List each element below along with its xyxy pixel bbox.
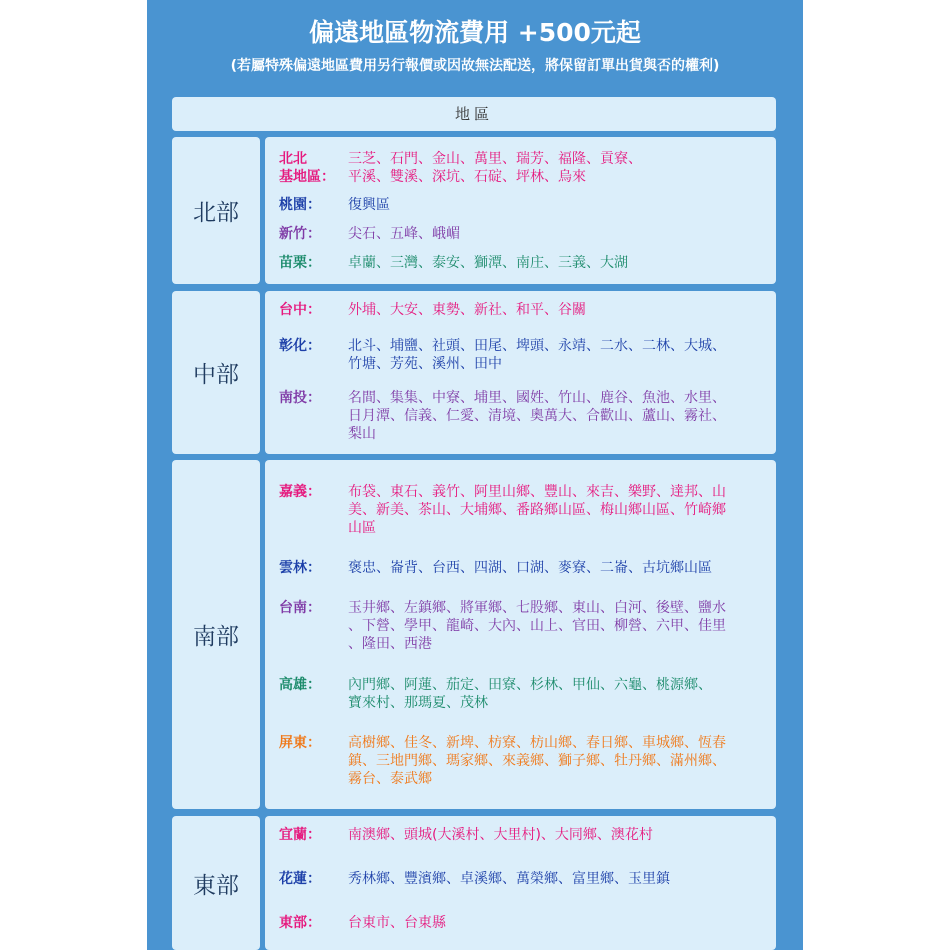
area-towns: 內門鄉、阿蓮、茄定、田寮、杉林、甲仙、六龜、桃源鄉、 寶來村、那瑪夏、茂林 xyxy=(348,677,712,711)
area-towns: 三芝、石門、金山、萬里、瑞芳、福隆、貢寮、 平溪、雙溪、深坑、石碇、坪林、烏來 xyxy=(348,151,642,185)
area-towns: 名間、集集、中寮、埔里、國姓、竹山、鹿谷、魚池、水里、 日月潭、信義、仁愛、清境、奧萬大、合歡山、蘆山、霧社、 梨山 xyxy=(348,390,726,442)
area-towns: 褒忠、崙背、台西、四湖、口湖、麥寮、二崙、古坑鄉山區 xyxy=(348,560,712,576)
area-label: 彰化： xyxy=(279,338,321,354)
column-header-region: 地區 xyxy=(172,97,776,131)
region-label-north: 北部 xyxy=(172,137,260,284)
region-label-south: 南部 xyxy=(172,460,260,809)
region-label-central: 中部 xyxy=(172,291,260,454)
area-label: 新竹： xyxy=(279,226,321,242)
remote-area-shipping-poster xyxy=(147,0,803,950)
area-label: 東部： xyxy=(279,915,321,931)
region-panel-east xyxy=(265,816,776,950)
area-towns: 南澳鄉、頭城(大溪村、大里村)、大同鄉、澳花村 xyxy=(348,827,653,843)
region-panel-north xyxy=(265,137,776,284)
area-label: 台南： xyxy=(279,600,321,616)
area-label: 宜蘭： xyxy=(279,827,321,843)
area-towns: 外埔、大安、東勢、新社、和平、谷關 xyxy=(348,302,586,318)
area-label: 南投： xyxy=(279,390,321,406)
region-panel-central xyxy=(265,291,776,454)
area-towns: 復興區 xyxy=(348,197,390,213)
area-label: 台中： xyxy=(279,302,321,318)
area-towns: 玉井鄉、左鎮鄉、將軍鄉、七股鄉、東山、白河、後壁、鹽水 、下營、學甲、龍崎、大內、山上、官田、柳營、六甲、佳里 、隆田、西港 xyxy=(348,600,726,652)
area-label: 花蓮： xyxy=(279,871,321,887)
region-label-east: 東部 xyxy=(172,816,260,950)
area-label: 屏東： xyxy=(279,735,321,751)
area-towns: 高樹鄉、佳冬、新埤、枋寮、枋山鄉、春日鄉、車城鄉、恆春 鎮、三地門鄉、瑪家鄉、來義鄉、獅子鄉、牡丹鄉、滿州鄉、 霧台、泰武鄉 xyxy=(348,735,726,787)
area-label: 高雄： xyxy=(279,677,321,693)
area-towns: 布袋、東石、義竹、阿里山鄉、豐山、來吉、樂野、達邦、山 美、新美、茶山、大埔鄉、番路鄉山區、梅山鄉山區、竹崎鄉 山區 xyxy=(348,484,726,536)
area-label: 雲林： xyxy=(279,560,321,576)
area-label: 苗栗： xyxy=(279,255,321,271)
area-label: 嘉義： xyxy=(279,484,321,500)
area-towns: 北斗、埔鹽、社頭、田尾、埤頭、永靖、二水、二林、大城、 竹塘、芳苑、溪州、田中 xyxy=(348,338,726,372)
region-panel-south xyxy=(265,460,776,809)
area-towns: 尖石、五峰、峨嵋 xyxy=(348,226,460,242)
page-title: 偏遠地區物流費用 +500元起 xyxy=(309,18,641,47)
area-towns: 台東市、台東縣 xyxy=(348,915,446,931)
area-label: 北北 基地區： xyxy=(279,151,335,185)
area-towns: 秀林鄉、豐濱鄉、卓溪鄉、萬榮鄉、富里鄉、玉里鎮 xyxy=(348,871,670,887)
page-subtitle: (若屬特殊偏遠地區費用另行報價或因故無法配送，將保留訂單出貨與否的權利) xyxy=(230,58,720,74)
area-label: 桃園： xyxy=(279,197,321,213)
area-towns: 卓蘭、三灣、泰安、獅潭、南庄、三義、大湖 xyxy=(348,255,628,271)
